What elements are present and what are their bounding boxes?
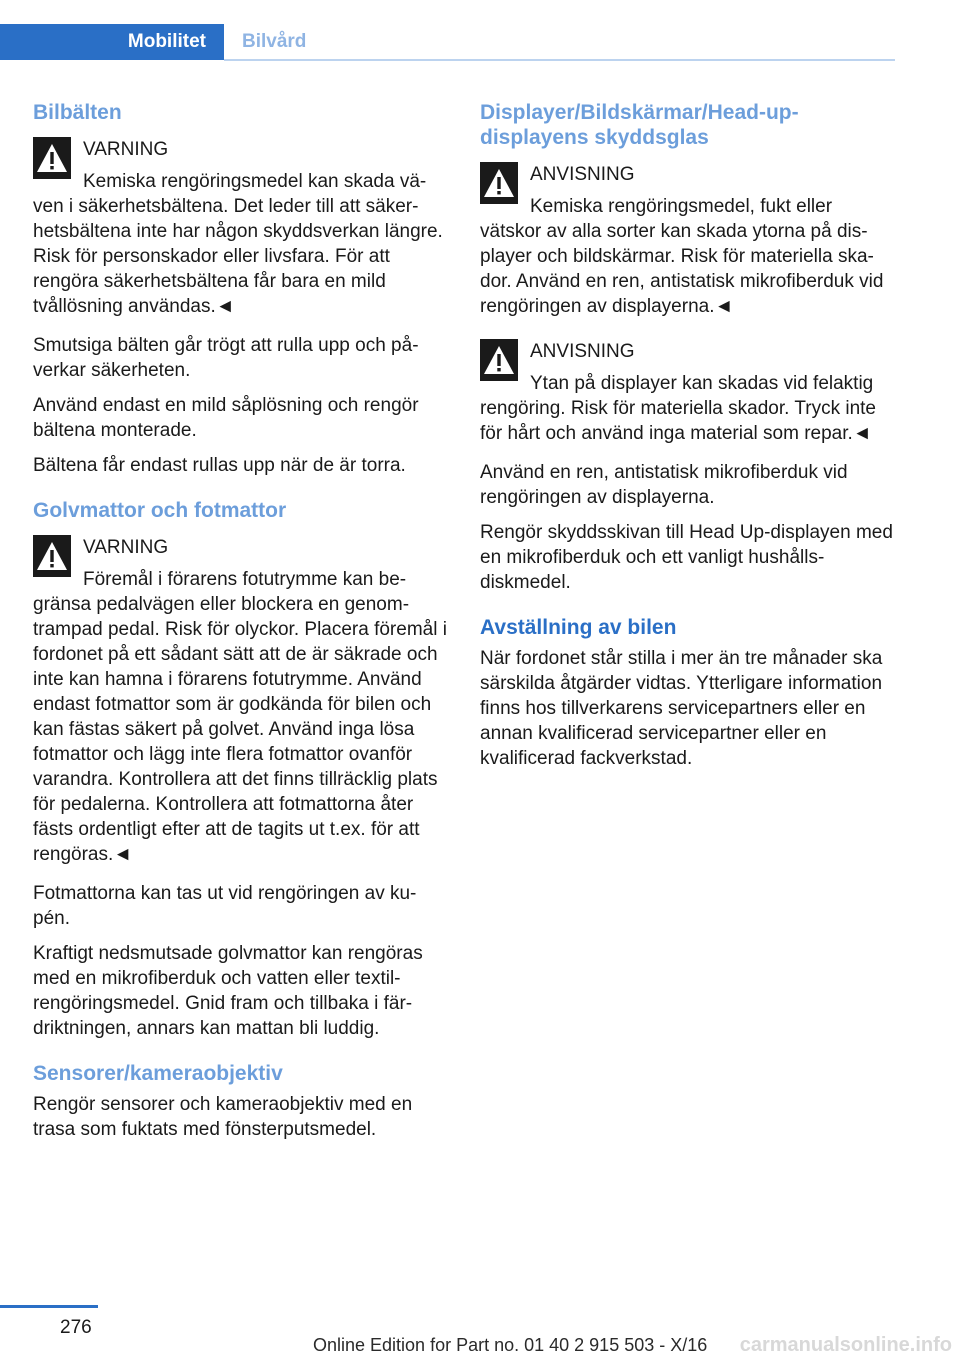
section-sensorer [33,1061,447,1142]
notice-box [480,156,894,319]
section-golvmattor [33,498,447,1041]
warning-triangle-icon [33,535,71,577]
paragraph: Kraftigt nedsmutsade golvmattor kan rengöras med en mikrofiberduk och vatten eller textilrengöringsmedel. Gnid fram och tillbaka i färdriktningen, annars kan mattan bli luddig. [33,943,423,1039]
notice-text: Ytan på displayer kan skadas vid felaktig rengöring. Risk för materiella skador. Tryck inte för hårt och använd inga material som repar.◄ [480,373,876,444]
section-title: Sensorer/kameraobjektiv [33,1062,283,1085]
paragraph: Bältena får endast rullas upp när de är torra. [33,455,406,476]
notice-text: Kemiska rengöringsmedel, fukt eller vätskor av alla sorter kan skada ytorna på displayer och bildskärmar. Risk för materiella skador. Använd en ren, antistatisk mikrofiberduk vid rengöringen av displayerna.◄ [480,196,884,317]
page-number: 276 [60,1317,92,1338]
page-number-rule [0,1305,98,1308]
warning-box [33,529,447,867]
paragraph: Använd endast en mild såplösning och rengör bältena monterade. [33,395,419,441]
tab-divider [224,59,895,61]
notice-triangle-icon [480,162,518,204]
warning-text: Kemiska rengöringsmedel kan skada väven i säkerhetsbältena. Det leder till att säkerhetsbältena inte har någon skyddsverkan längre. Risk för personskador eller livsfara. För att rengöra säkerhetsbältena får bara en mild tvållösning användas.◄ [33,171,443,317]
watermark: carmanualsonline.info [739,1334,952,1356]
section-title: Displayer/Bildskärmar/Head-up-displayens skyddsglas [480,101,799,149]
paragraph: Rengör skyddsskivan till Head Up-displayen med en mikrofiberduk och ett vanligt hushållsdiskmedel. [480,522,893,593]
warning-triangle-icon [33,137,71,179]
right-column [480,100,894,791]
notice-label: ANVISNING [530,341,635,362]
paragraph: När fordonet står stilla i mer än tre månader ska särskilda åtgärder vidtas. Ytterligare information finns hos tillverkarens servicepartners eller en annan kvalificerad servicepartner eller en kvalificerad fackverkstad. [480,648,883,769]
paragraph: Rengör sensorer och kameraobjektiv med en trasa som fuktats med fönsterputsmedel. [33,1094,413,1140]
warning-box [33,131,447,319]
tab-mobilitet[interactable]: Mobilitet [0,24,224,60]
warning-text: Föremål i förarens fotutrymme kan begränsa pedalvägen eller blockera en genomtrampad pedal. Risk för olyckor. Placera föremål i fordonet på ett sådant sätt att de är säkrade och inte kan hamna i förarens fotutrymme. Använd endast fotmattor som är godkända för bilen och kan fästas säkert på golvet. Använd inga lösa fotmattor och lägg inte flera fotmattor ovanför varandra. Kontrollera att det finns tillräcklig plats för pedalerna. Kontrollera att fotmattorna åter fästs ordentligt efter att de tagits ut t.ex. för att rengöras.◄ [33,569,447,865]
notice-label: ANVISNING [530,164,635,185]
section-title: Avställning av bilen [480,616,677,639]
edition-footer: Online Edition for Part no. 01 40 2 915 503 - X/16 [313,1335,708,1355]
section-bilbalten [33,100,447,478]
notice-box [480,333,894,446]
warning-label: VARNING [83,537,169,558]
section-displayer [480,100,894,595]
header-tabs [0,24,895,62]
left-column [33,100,447,1162]
warning-label: VARNING [83,139,169,160]
tab-bilvard[interactable]: Bilvård [242,31,307,52]
section-avstallning [480,615,894,771]
paragraph: Fotmattorna kan tas ut vid rengöringen av kupén. [33,883,417,929]
section-title: Bilbälten [33,101,122,124]
paragraph: Använd en ren, antistatisk mikrofiberduk vid rengöringen av displayerna. [480,462,848,508]
paragraph: Smutsiga bälten går trögt att rulla upp och påverkar säkerheten. [33,335,419,381]
notice-triangle-icon [480,339,518,381]
section-title: Golvmattor och fotmattor [33,499,287,522]
